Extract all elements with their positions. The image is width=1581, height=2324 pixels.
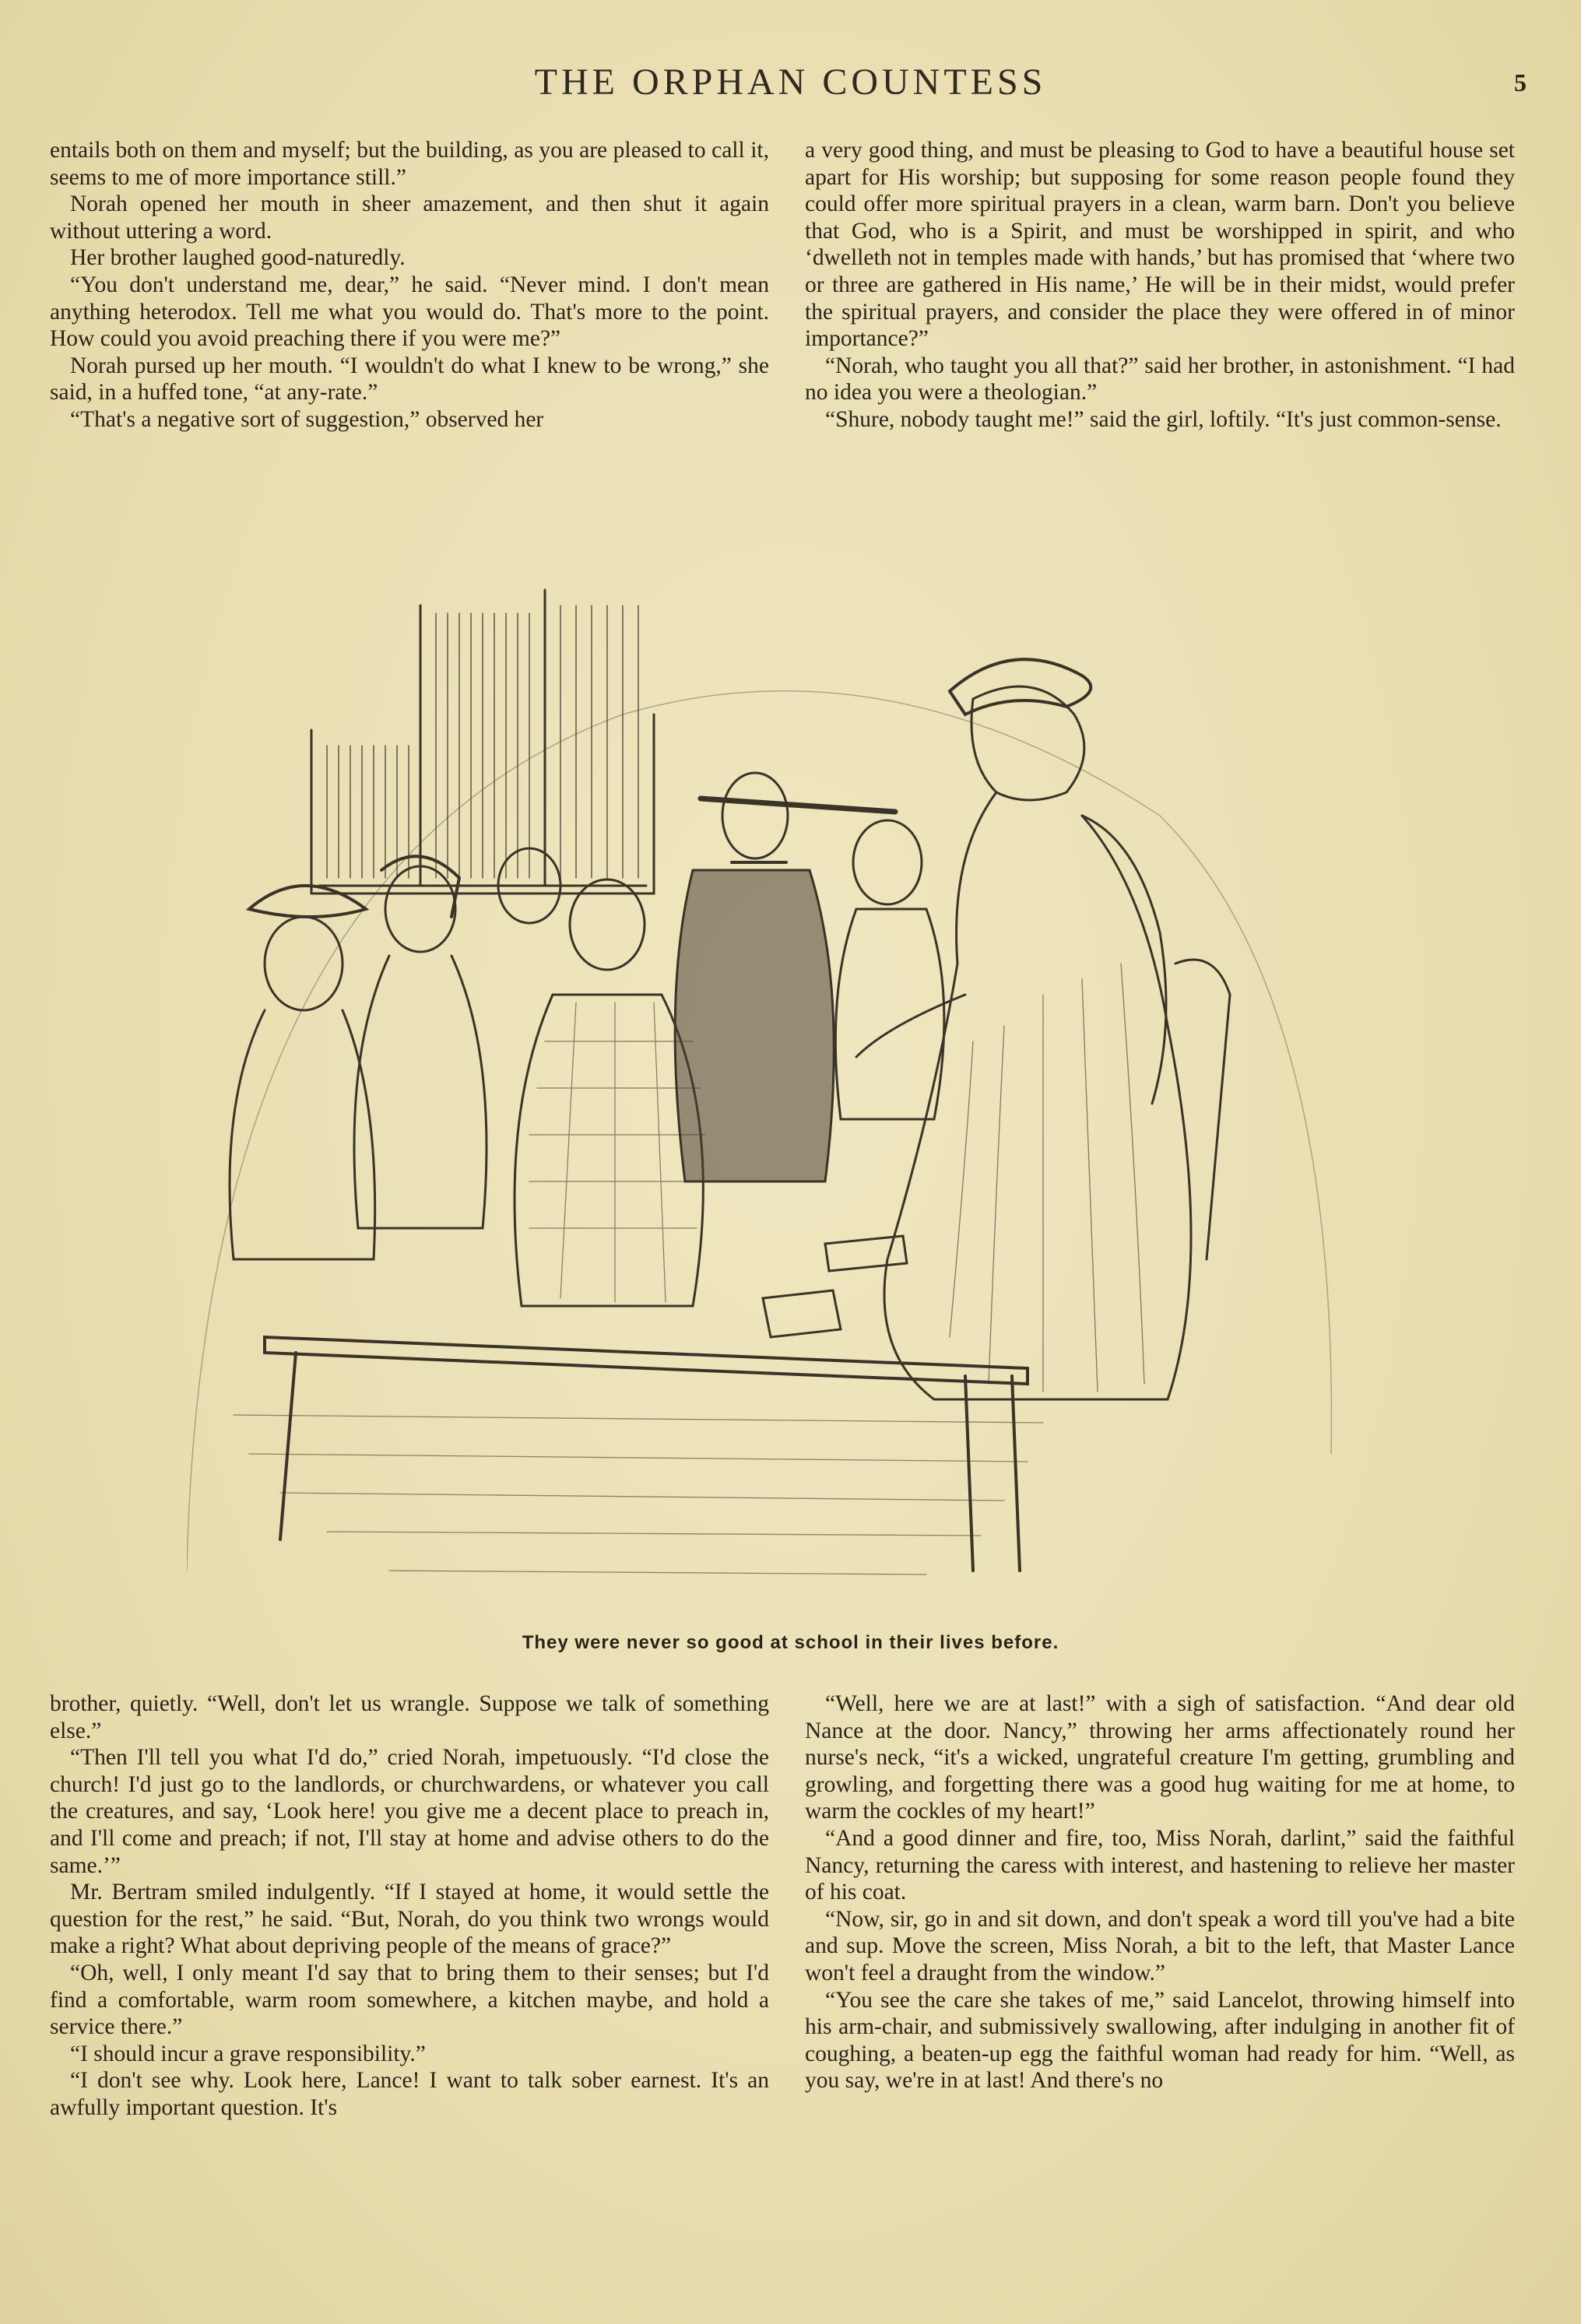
paragraph: “I don't see why. Look here, Lance! I want to talk sober earnest. It's an awfully important question. It's: [50, 2068, 769, 2120]
paragraph: “Then I'll tell you what I'd do,” cried Norah, impetuously. “I'd close the church! I'd just go to the landlords, or churchwardens, or whatever you call the creatures, and say, ‘Look here! you give me a decent place to preach in, and I'll come and preach; if not, I'll stay at home and advise others to do the same.’”: [50, 1745, 769, 1878]
paragraph: “Well, here we are at last!” with a sigh of satisfaction. “And dear old Nance at the door. Nancy,” throwing her arms affectionately round her nurse's neck, “it's a wicked, ungrateful creature I'm getting, grumbling and growling, and forgetting there was a good hug waiting for me at home, to warm the cockles of my heart!”: [805, 1691, 1515, 1824]
woman-figure: [856, 659, 1191, 1399]
paragraph: “You see the care she takes of me,” said Lancelot, throwing himself into his arm-chair, and submissively swallowing, after indulging in another fit of coughing, a beaten-up egg the faithful woman had ready for him. “Well, as you say, we're in at last! And there's no: [805, 1987, 1515, 2094]
paragraph: a very good thing, and must be pleasing to God to have a beautiful house set apart for His worship; but supposing for some reason people found they could offer more spiritual prayers in a clean, warm barn. Don't you believe that God, who is a Spirit, and must be worshipped in spirit, and who ‘dwelleth not in temples made with hands,’ but has promised that ‘where two or three are gathered in His name,’ He will be in their midst, would prefer the spiritual prayers, and consider the place they were offered in of minor importance?”: [805, 138, 1515, 352]
paragraph: “Norah, who taught you all that?” said her brother, in astonishment. “I had no idea you were a theologian.”: [805, 353, 1515, 405]
column-bottom-left: [50, 1690, 769, 2122]
paragraph: Norah opened her mouth in sheer amazement, and then shut it again without uttering a word.: [50, 191, 769, 244]
running-title: THE ORPHAN COUNTESS: [534, 61, 1047, 103]
paragraph: “You don't understand me, dear,” he said. “Never mind. I don't mean anything heterodox. Tell me what you would do. That's more to the point. How could you avoid preaching there if you were me?”: [50, 272, 769, 352]
children-group: [230, 773, 944, 1306]
paragraph: “Now, sir, go in and sit down, and don't speak a word till you've had a bite and sup. Move the screen, Miss Norah, a bit to the left, that Master Lance won't feel a draught from the window.”: [805, 1906, 1515, 1985]
curtain-rod: [701, 799, 895, 812]
paragraph: “And a good dinner and fire, too, Miss Norah, darlint,” said the faithful Nancy, returning the caress with interest, and hastening to relieve her master of his coat.: [805, 1825, 1515, 1905]
paragraph: Norah pursed up her mouth. “I wouldn't do what I knew to be wrong,” she said, in a huffed tone, “at any-rate.”: [50, 353, 769, 405]
illustration-engraving: [187, 559, 1401, 1611]
illustration-caption: They were never so good at school in their lives before.: [522, 1632, 1059, 1653]
paragraph: Mr. Bertram smiled indulgently. “If I stayed at home, it would settle the question for the rest,” he said. “But, Norah, do you think two wrongs would make a right? What about depriving people of the means of grace?”: [50, 1880, 769, 1959]
paragraph: entails both on them and myself; but the building, as you are pleased to call it, seems to me of more importance still.”: [50, 138, 769, 190]
paragraph: “That's a negative sort of suggestion,” observed her: [70, 406, 544, 432]
paragraph: Her brother laughed good-naturedly.: [70, 245, 406, 271]
paragraph: “Shure, nobody taught me!” said the girl, loftily. “It's just common-sense.: [825, 406, 1502, 432]
page-number: 5: [1514, 68, 1527, 97]
column-bottom-right: [805, 1690, 1515, 2094]
paragraph: brother, quietly. “Well, don't let us wrangle. Suppose we talk of something else.”: [50, 1691, 769, 1743]
column-top-right: [805, 137, 1515, 434]
column-top-left: [50, 137, 769, 434]
paragraph: “Oh, well, I only meant I'd say that to bring them to their senses; but I'd find a comfortable, warm room somewhere, a kitchen maybe, and hold a service there.”: [50, 1960, 769, 2040]
paragraph: “I should incur a grave responsibility.”: [70, 2041, 426, 2066]
bench: [265, 1337, 1028, 1384]
